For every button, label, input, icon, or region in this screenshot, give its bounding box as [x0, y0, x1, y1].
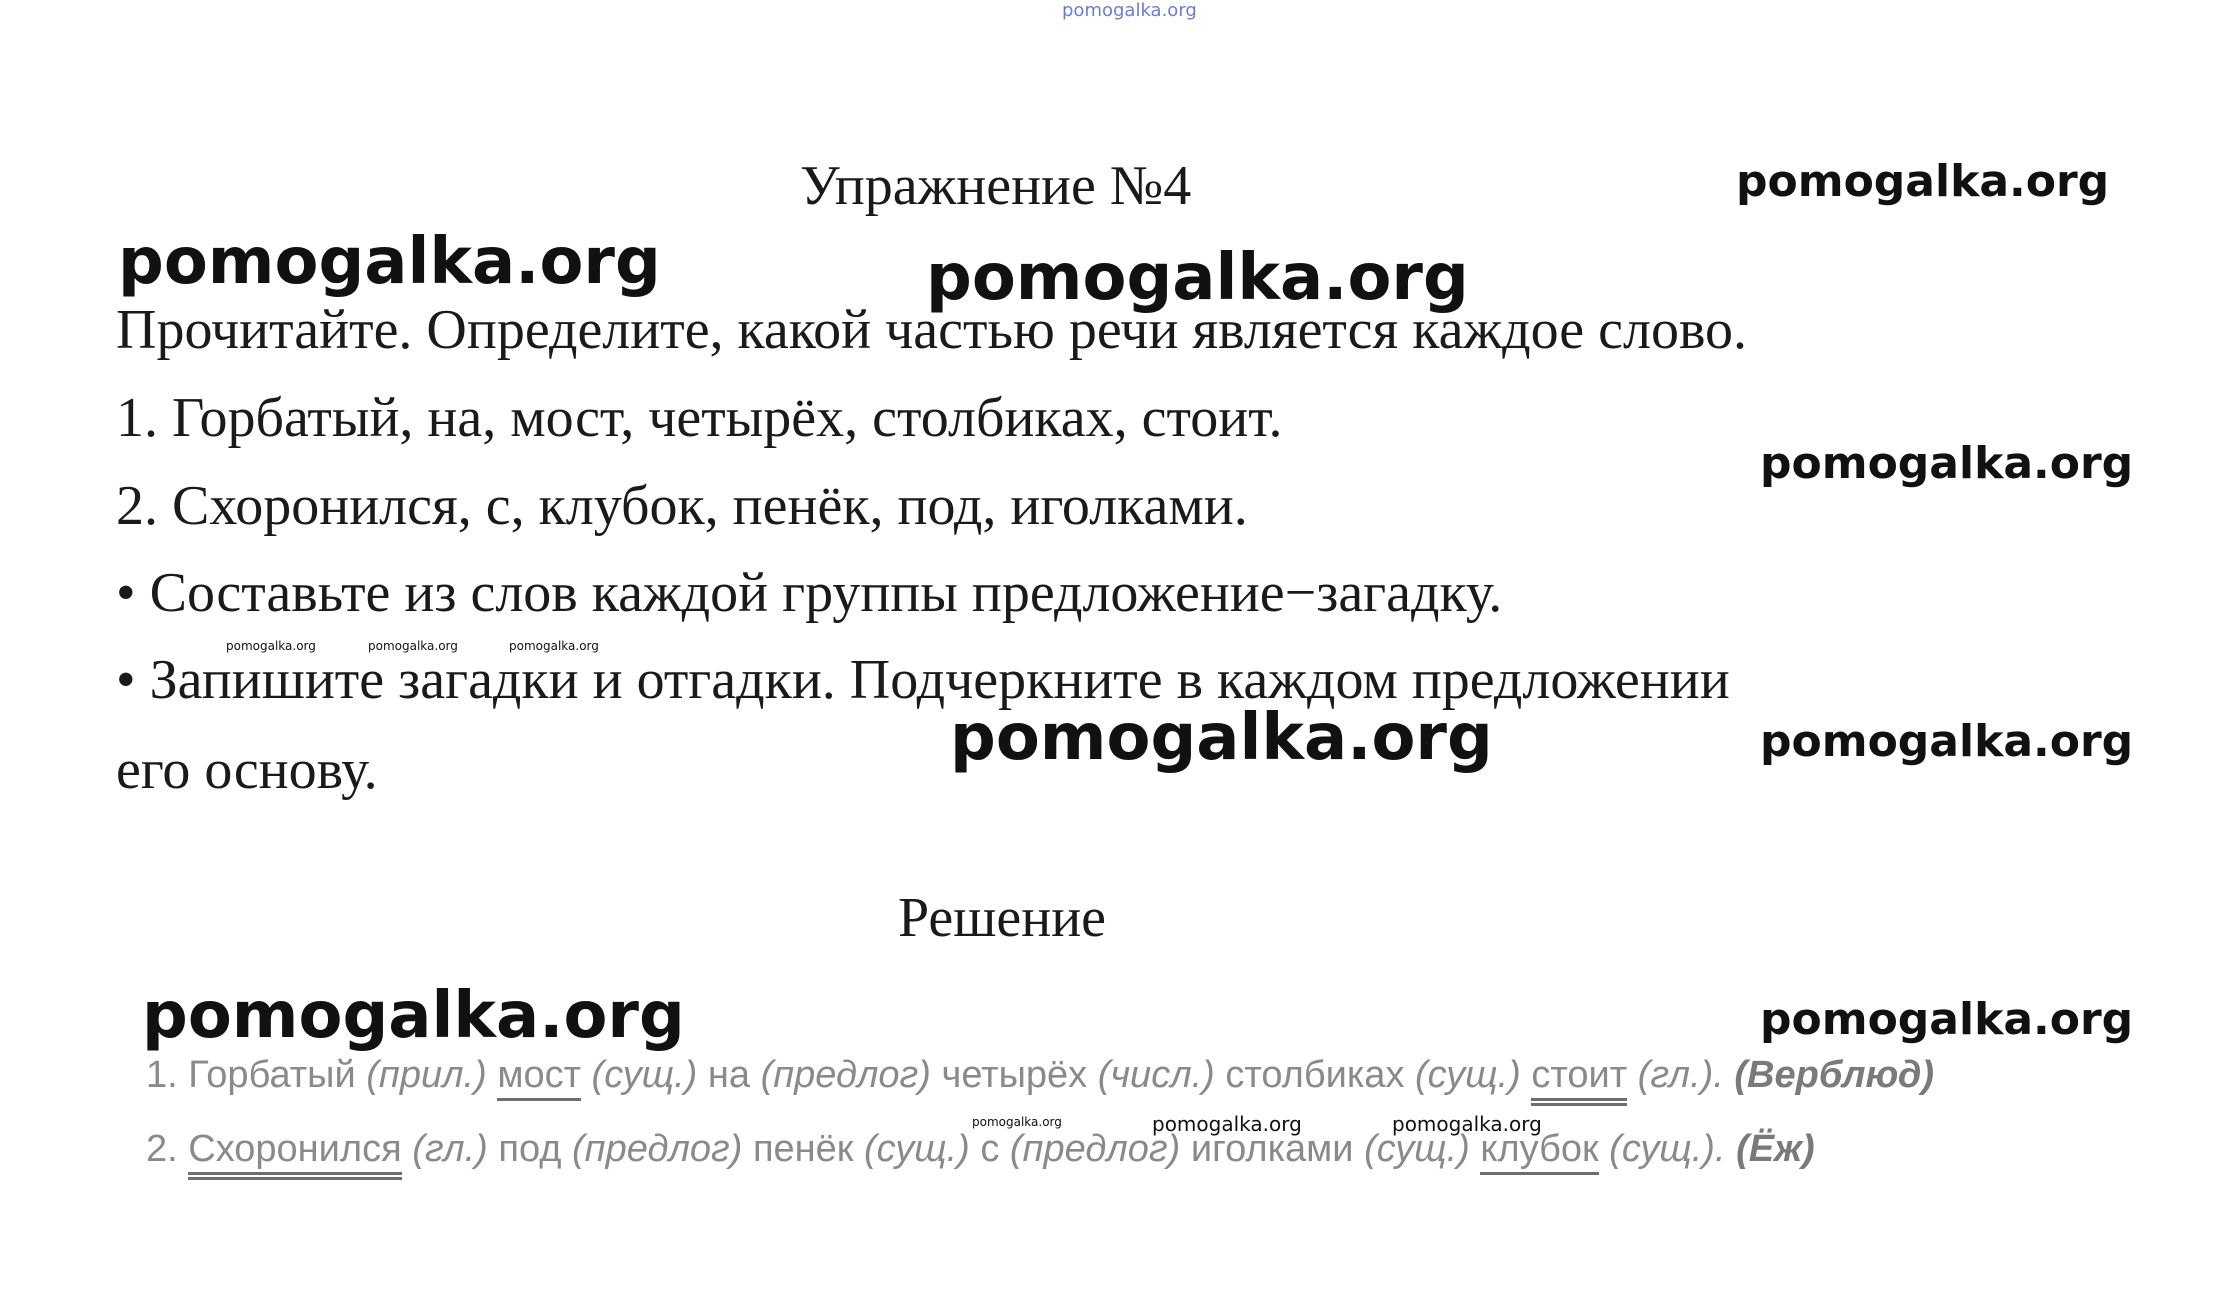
exercise-group-1: 1. Горбатый, на, мост, четырёх, столбиках, стоит. — [116, 387, 1283, 449]
solution-line-1 — [146, 1056, 1934, 1106]
solution-word-predicate: стоит — [1531, 1056, 1627, 1106]
watermark-center-large: pomogalka.org — [926, 241, 1469, 315]
solution-pos-label: (прил.) — [366, 1054, 487, 1096]
watermark-left-large: pomogalka.org — [118, 225, 661, 299]
solution-pos-label: (сущ.) — [1364, 1128, 1470, 1170]
solution-word: столбиках — [1225, 1054, 1405, 1096]
solution-pos-label: (сущ.) — [864, 1128, 970, 1170]
solution-word: Горбатый — [188, 1054, 356, 1096]
solution-answer: (Ёж) — [1736, 1128, 1815, 1170]
watermark-tiny-3: pomogalka.org — [509, 639, 599, 653]
solution-pos-label: (гл.). — [1637, 1054, 1724, 1096]
solution-word-predicate: Схоронился — [188, 1130, 401, 1180]
solution-pos-label: (предлог) — [760, 1054, 931, 1096]
watermark-right-mid: pomogalka.org — [1760, 438, 2134, 489]
solution-word: пенёк — [752, 1128, 854, 1170]
exercise-task-1: • Составьте из слов каждой группы предложение−загадку. — [116, 562, 1503, 624]
solution-pos-label: (гл.) — [412, 1128, 488, 1170]
solution-line-2 — [146, 1130, 1815, 1180]
solution-line-1-number: 1. — [146, 1054, 178, 1096]
solution-pos-label: (предлог) — [1009, 1128, 1181, 1170]
solution-pos-label: (предлог) — [572, 1128, 743, 1170]
exercise-title: Упражнение №4 — [800, 155, 1192, 217]
solution-answer: (Верблюд) — [1734, 1054, 1935, 1096]
solution-pos-label: (сущ.) — [591, 1054, 698, 1096]
watermark-header-right: pomogalka.org — [1736, 156, 2110, 207]
solution-pos-label: (сущ.) — [1415, 1054, 1521, 1096]
solution-word: под — [498, 1128, 562, 1170]
solution-line-2-number: 2. — [146, 1128, 178, 1170]
watermark-center-lower: pomogalka.org — [950, 701, 1493, 775]
solution-word: четырёх — [941, 1054, 1088, 1096]
watermark-tiny-1: pomogalka.org — [226, 639, 316, 653]
solution-word: с — [980, 1128, 1000, 1170]
exercise-task-2-cont: его основу. — [116, 739, 378, 801]
watermark-solution-right: pomogalka.org — [1760, 994, 2134, 1045]
solution-word-subject: клубок — [1480, 1130, 1598, 1175]
watermark-solution-small-1: pomogalka.org — [1152, 1112, 1302, 1136]
solution-word-subject: мост — [497, 1056, 581, 1101]
solution-pos-label: (числ.) — [1097, 1054, 1215, 1096]
solution-heading: Решение — [898, 887, 1107, 949]
watermark-right-lower: pomogalka.org — [1760, 716, 2134, 767]
solution-pos-label: (сущ.). — [1609, 1128, 1726, 1170]
solution-word: на — [707, 1054, 751, 1096]
exercise-task-2: • Запишите загадки и отгадки. Подчеркните в каждом предложении — [116, 649, 1730, 711]
watermark-solution-small-2: pomogalka.org — [1392, 1112, 1542, 1136]
exercise-instruction: Прочитайте. Определите, какой частью речи является каждое слово. — [116, 299, 1747, 361]
watermark-top: pomogalka.org — [1062, 0, 1197, 21]
solution-word: иголками — [1190, 1128, 1354, 1170]
watermark-solution-left: pomogalka.org — [142, 979, 685, 1053]
exercise-group-2: 2. Схоронился, с, клубок, пенёк, под, иголками. — [116, 475, 1248, 537]
watermark-solution-tiny: pomogalka.org — [972, 1115, 1062, 1129]
watermark-tiny-2: pomogalka.org — [368, 639, 458, 653]
